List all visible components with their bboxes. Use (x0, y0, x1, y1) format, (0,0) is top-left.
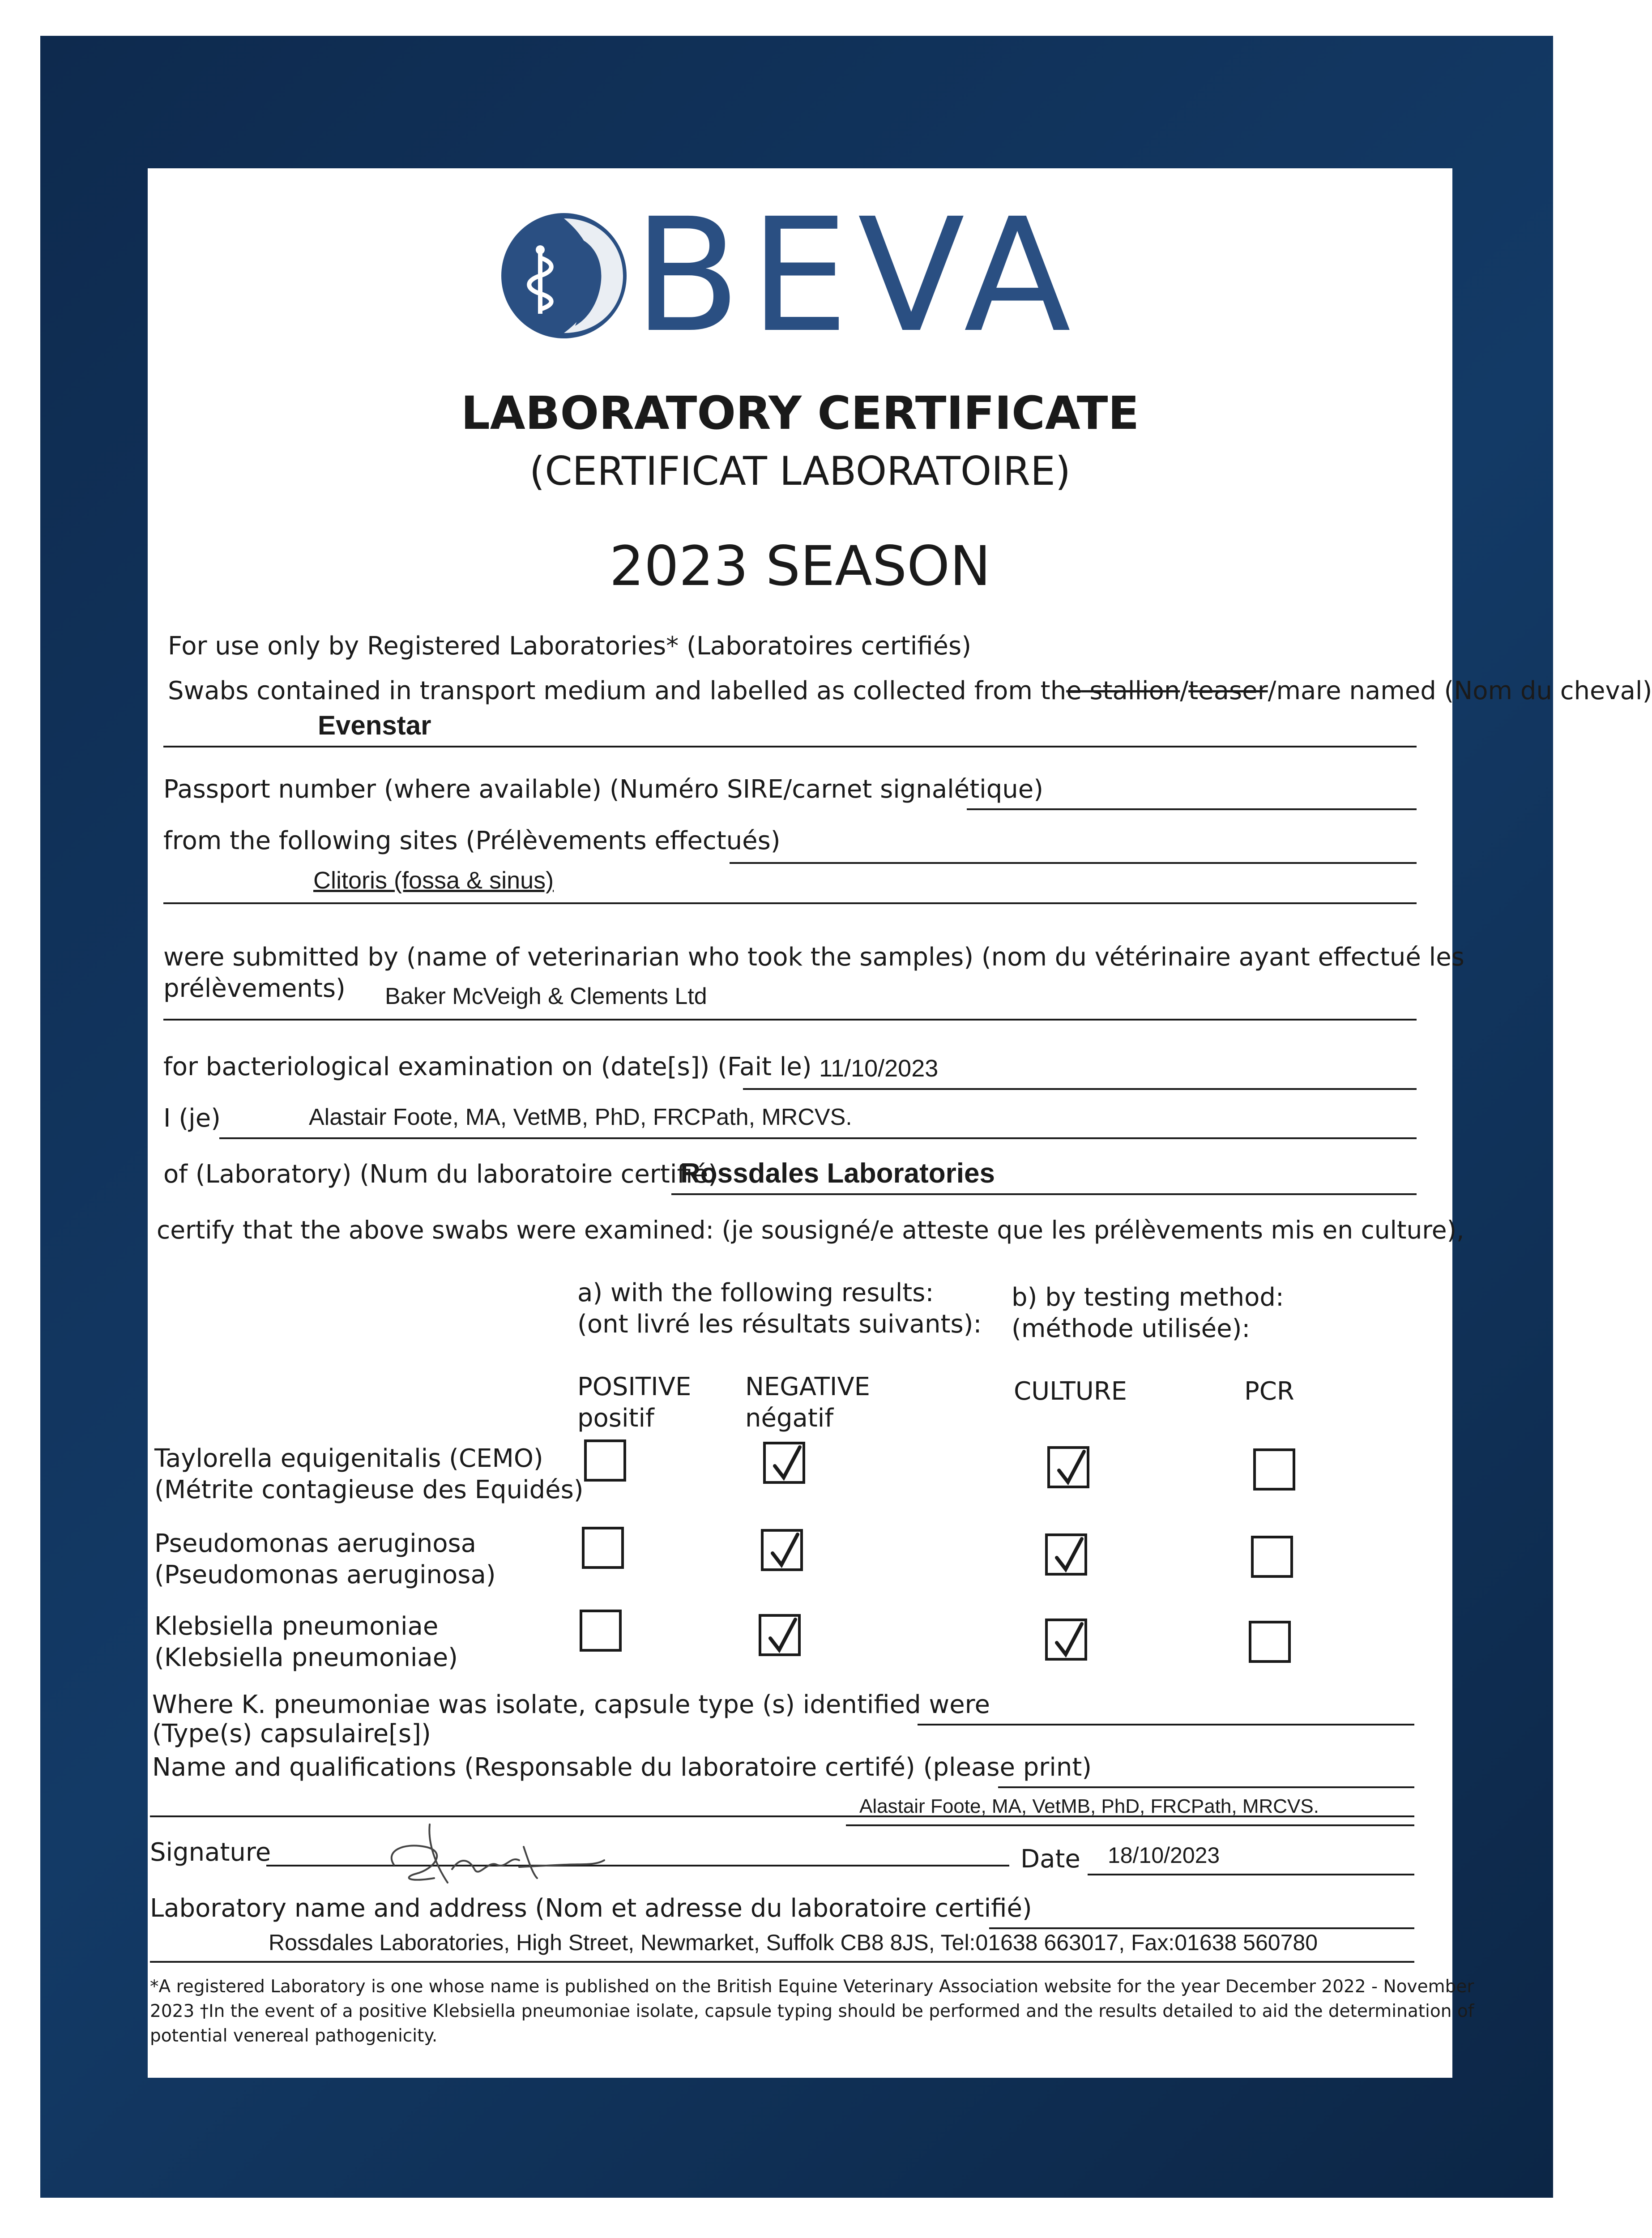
address-label: Laboratory name and address (Nom et adresse du laboratoire certifié) (150, 1894, 1032, 1923)
checkmark-icon (766, 1532, 807, 1572)
exam-label: for bacteriological examination on (date[s]) (Fait le) (163, 1052, 812, 1081)
passport-line (967, 808, 1417, 810)
struck-stallion: stallion (1081, 676, 1180, 705)
col-pcr: PCR (1244, 1377, 1294, 1406)
footnote-line-2: 2023 †In the event of a positive Klebsiella pneumoniae isolate, capsule typing should be performed and the results detailed to aid the determination of (150, 2001, 1474, 2021)
col-positive-1: POSITIVE (577, 1372, 692, 1401)
i-line (219, 1137, 1417, 1139)
row-1-name: Pseudomonas aeruginosa (154, 1529, 476, 1558)
i-value: Alastair Foote, MA, VetMB, PhD, FRCPath, MRCVS. (309, 1104, 852, 1130)
swabs-statement (168, 676, 1652, 705)
slash: / (1180, 676, 1189, 705)
page-subtitle: (CERTIFICAT LABORATOIRE) (529, 448, 1071, 494)
sites-line-1 (730, 862, 1417, 864)
lab-label: of (Laboratory) (Num du laboratoire certifié) (163, 1160, 718, 1189)
name-label: Name and qualifications (Responsable du laboratoire certifé) (please print) (152, 1753, 1092, 1782)
checkmark-icon (764, 1617, 804, 1657)
horse-name-value: Evenstar (318, 710, 431, 740)
exam-value: 11/10/2023 (819, 1055, 939, 1082)
capsule-label-1: Where K. pneumoniae was isolate, capsule type (s) identified were (152, 1690, 990, 1719)
submitted-value: Baker McVeigh & Clements Ltd (385, 983, 707, 1009)
handwritten-signature (376, 1815, 609, 1892)
signature-label: Signature (150, 1838, 271, 1867)
row-2-negative-checkbox[interactable] (759, 1614, 801, 1656)
date-label: Date (1020, 1845, 1080, 1874)
col-negative-2: négatif (745, 1404, 834, 1433)
row-0-pcr-checkbox[interactable] (1253, 1448, 1295, 1491)
beva-logo-icon (497, 209, 631, 343)
exam-line (743, 1088, 1417, 1090)
checkmark-icon (768, 1444, 809, 1485)
address-line-2 (150, 1961, 1414, 1963)
capsule-line (918, 1724, 1414, 1725)
col-positive-2: positif (577, 1404, 654, 1433)
horse-name-line (163, 746, 1417, 747)
i-label: I (je) (163, 1104, 221, 1133)
row-2-name-fr: (Klebsiella pneumoniae) (154, 1643, 458, 1672)
row-2-name: Klebsiella pneumoniae (154, 1612, 439, 1641)
method-heading-1: b) by testing method: (1012, 1283, 1284, 1312)
row-2-pcr-checkbox[interactable] (1249, 1621, 1291, 1663)
passport-label: Passport number (where available) (Numéro SIRE/carnet signalétique) (163, 775, 1044, 804)
page-title: LABORATORY CERTIFICATE (461, 387, 1140, 440)
certify-text: certify that the above swabs were examined: (je sousigné/e atteste que les prélèvements mis en culture), (157, 1216, 1464, 1244)
checkmark-icon (1053, 1449, 1093, 1489)
method-heading-2: (méthode utilisée): (1012, 1314, 1251, 1343)
row-2-culture-checkbox[interactable] (1045, 1619, 1087, 1661)
date-line (1088, 1874, 1414, 1875)
row-1-negative-checkbox[interactable] (761, 1529, 803, 1571)
certificate-page (148, 168, 1652, 2078)
address-value: Rossdales Laboratories, High Street, Newmarket, Suffolk CB8 8JS, Tel:01638 663017, Fax:01638 560780 (269, 1930, 1318, 1955)
checkmark-icon (1050, 1621, 1091, 1661)
sites-label: from the following sites (Prélèvements effectués) (163, 826, 781, 855)
name-line-1 (998, 1786, 1414, 1788)
row-1-positive-checkbox[interactable] (582, 1527, 624, 1569)
name-line-3 (846, 1824, 1414, 1826)
footnote-line-3: potential venereal pathogenicity. (150, 2026, 438, 2046)
lab-value: Rossdales Laboratories (680, 1158, 995, 1189)
brand-wordmark: BEVA (633, 184, 1080, 367)
submitted-label-line-2: prélèvements) (163, 974, 346, 1003)
row-1-name-fr: (Pseudomonas aeruginosa) (154, 1560, 496, 1589)
checkmark-icon (1050, 1536, 1091, 1576)
use-note: For use only by Registered Laboratories* (Laboratoires certifiés) (168, 632, 972, 661)
name-value: Alastair Foote, MA, VetMB, PhD, FRCPath, MRCVS. (859, 1795, 1319, 1817)
row-1-culture-checkbox[interactable] (1045, 1533, 1087, 1576)
sites-value: Clitoris (fossa & sinus) (313, 867, 554, 894)
row-2-positive-checkbox[interactable] (580, 1610, 622, 1652)
capsule-label-2: (Type(s) capsulaire[s]) (152, 1719, 431, 1748)
sites-line-2 (163, 902, 1417, 904)
row-1-pcr-checkbox[interactable] (1251, 1536, 1293, 1578)
row-0-positive-checkbox[interactable] (584, 1439, 626, 1482)
lab-line (671, 1193, 1417, 1195)
submitted-label-line-1: were submitted by (name of veterinarian who took the samples) (nom du vétérinaire ayant effectué les (163, 943, 1464, 972)
col-culture: CULTURE (1014, 1377, 1127, 1406)
results-heading-1: a) with the following results: (577, 1278, 934, 1307)
date-value: 18/10/2023 (1108, 1843, 1220, 1868)
col-negative-1: NEGATIVE (745, 1372, 871, 1401)
swabs-prefix: Swabs contained in transport medium and labelled as collected from th (168, 676, 1067, 705)
row-0-name-fr: (Métrite contagieuse des Equidés) (154, 1475, 584, 1504)
submitted-line (163, 1019, 1417, 1021)
row-0-name: Taylorella equigenitalis (CEMO) (154, 1444, 543, 1473)
season-heading: 2023 SEASON (609, 534, 991, 598)
swabs-suffix: /mare named (Nom du cheval) (1268, 676, 1652, 705)
row-0-culture-checkbox[interactable] (1047, 1446, 1089, 1488)
struck-teaser: teaser (1188, 676, 1268, 705)
results-heading-2: (ont livré les résultats suivants): (577, 1310, 982, 1339)
footnote-line-1: *A registered Laboratory is one whose name is published on the British Equine Veterinary Association website for the year December 2022 - November (150, 1977, 1474, 1997)
swabs-struck-e: e (1066, 676, 1082, 705)
address-line-1 (989, 1927, 1414, 1929)
row-0-negative-checkbox[interactable] (763, 1442, 805, 1484)
